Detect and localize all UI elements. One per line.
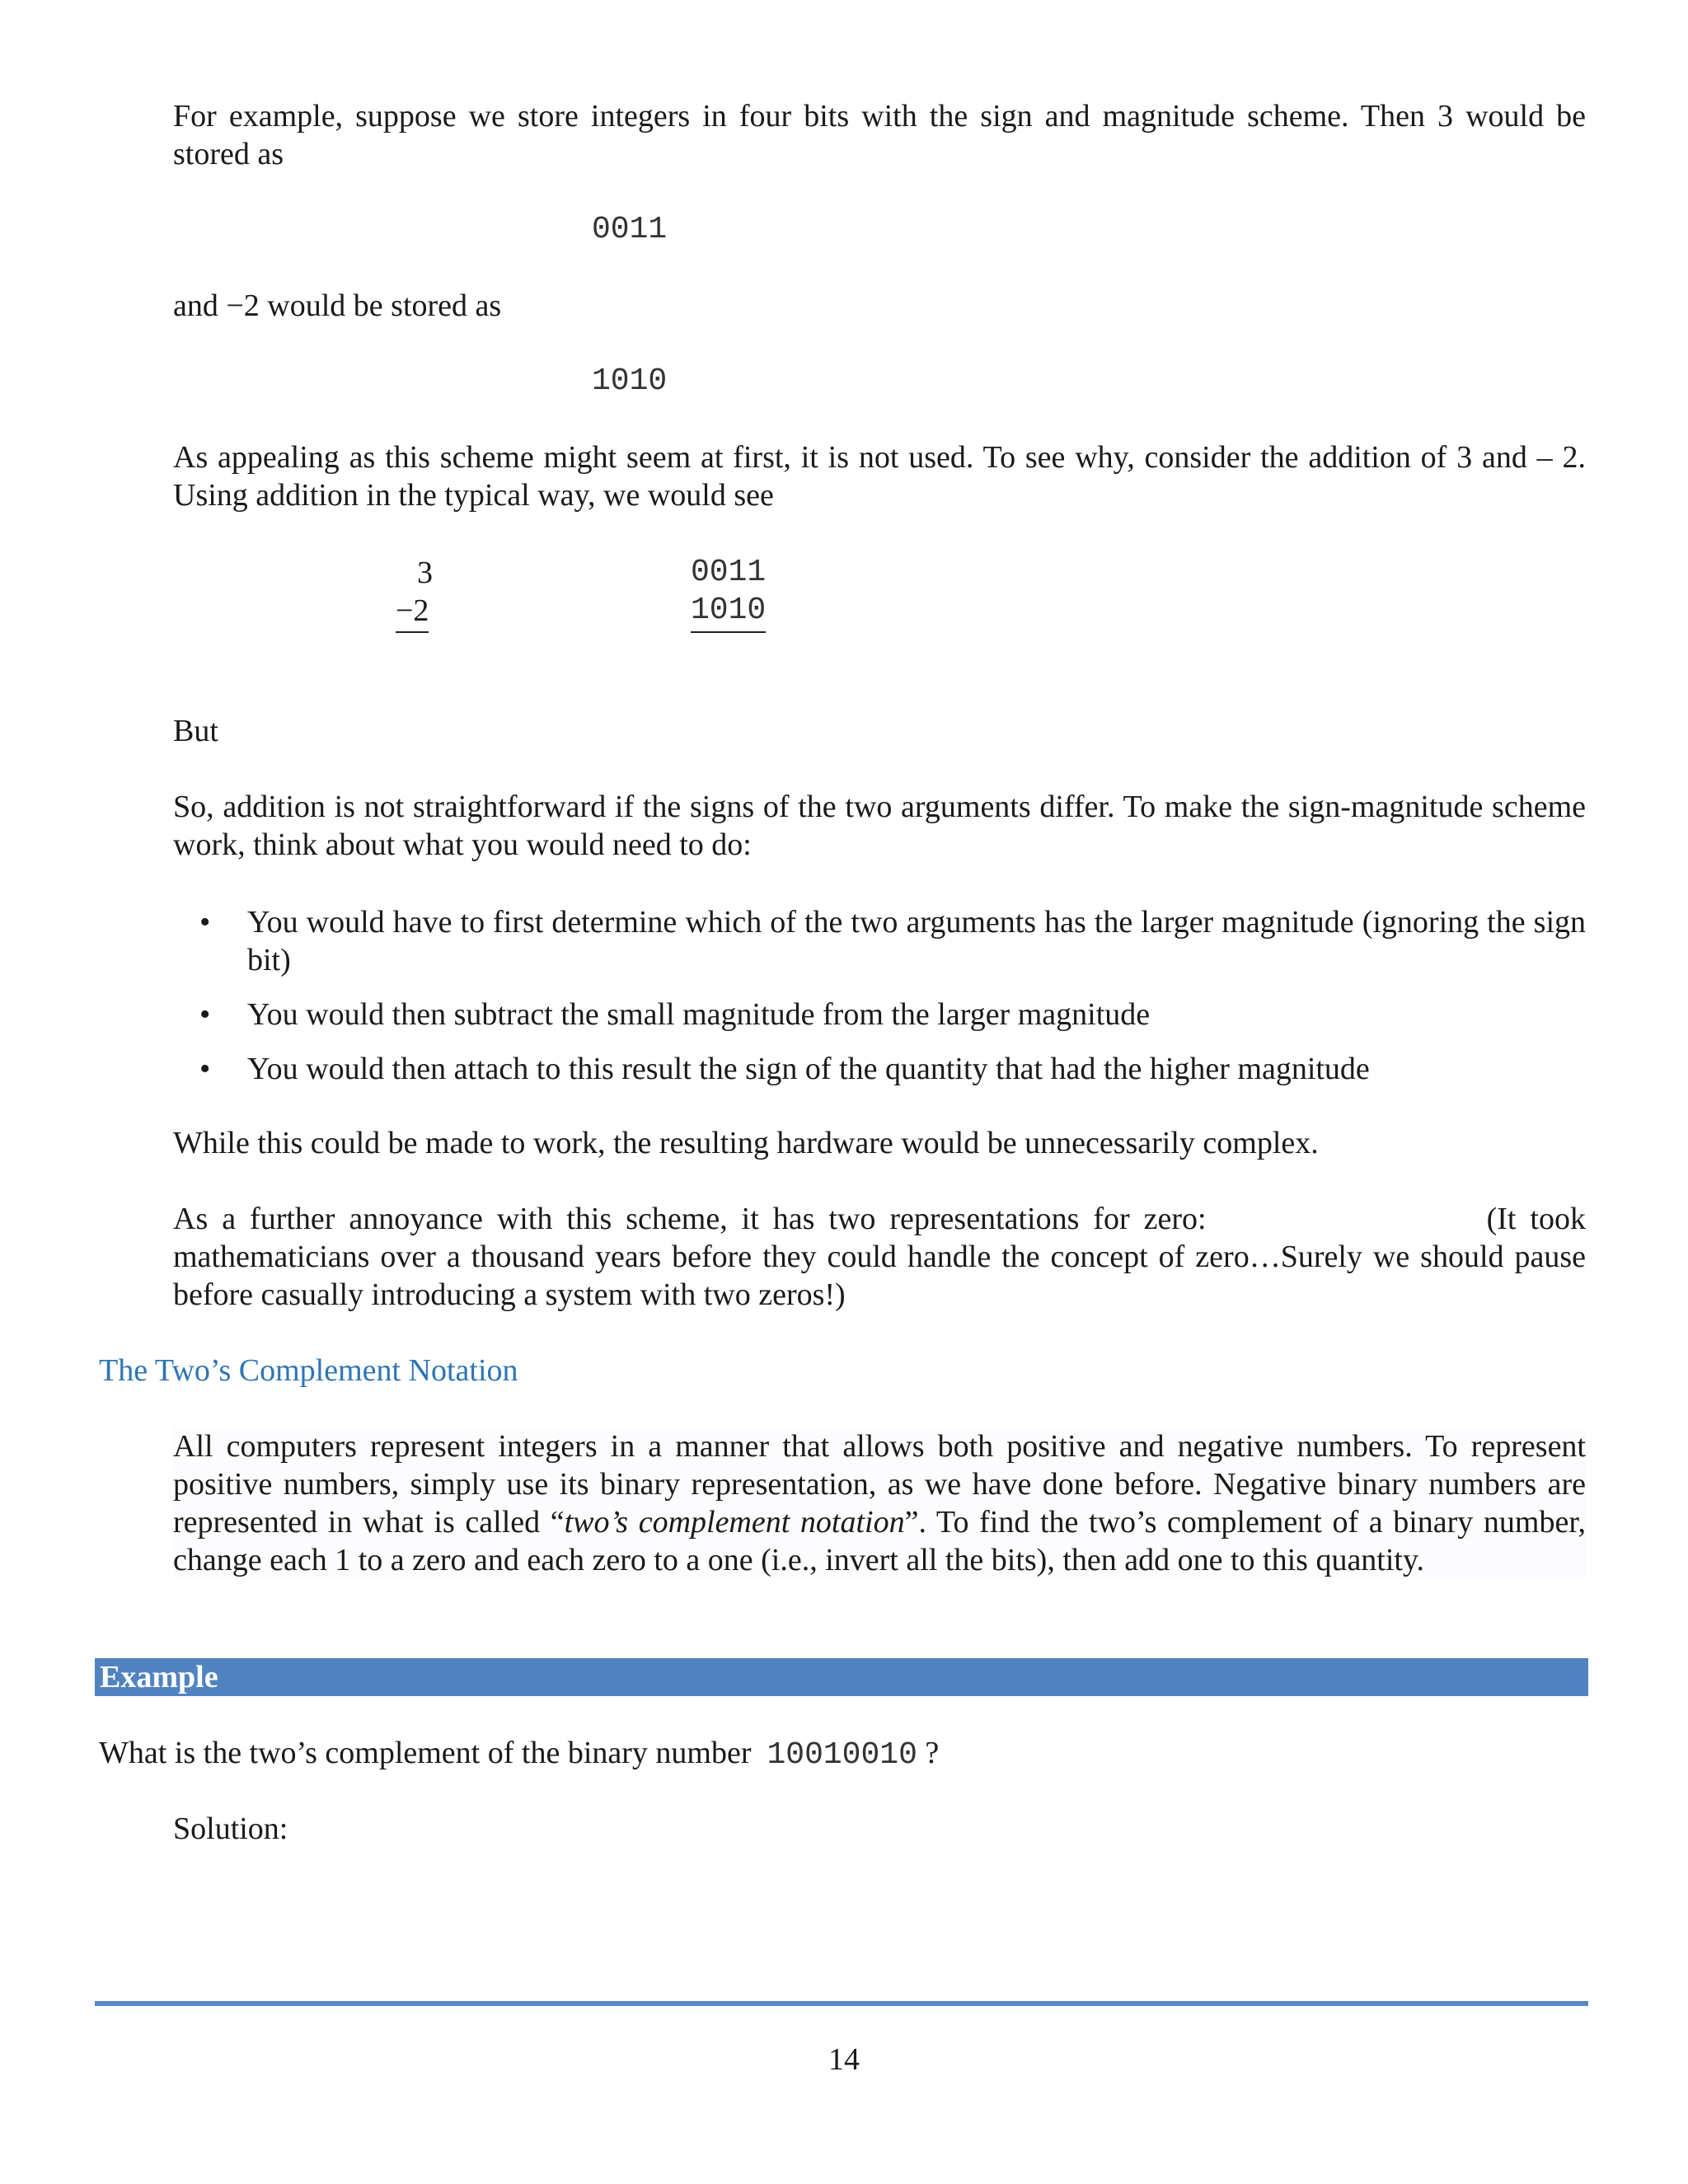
bullet-icon: • [199,997,211,1032]
addition-operand-b: −2 [396,592,429,633]
section-heading: The Two’s Complement Notation [99,1353,518,1388]
paragraph-twos-complement: All computers represent integers in a manner that allows both positive and negative numbers. To represent positive numbers, simply use its binary representation, as we have done before. Negative binary numbers are represented in what is called “two’s complement notation”. To find the two’s complement of a binary number, change each 1 to a zero and each zero to a one (i.e., invert all the bits), then add one to this quantity. [173,1429,1586,1577]
paragraph-so-addition: So, addition is not straightforward if the signs of the two arguments differ. To make the sign-magnitude scheme work, think about what you would need to do: [173,790,1586,862]
addition-operand-a: 3 [417,555,433,590]
example-question: What is the two’s complement of the binary number 10010010 ? [99,1736,940,1773]
list-item: • You would then attach to this result the sign of the quantity that had the higher magnitude [199,1052,1370,1086]
paragraph-intro: For example, suppose we store integers in four bits with the sign and magnitude scheme. Then 3 would be stored as [173,99,1586,171]
page-number: 14 [828,2042,860,2077]
paragraph-while: While this could be made to work, the resulting hardware would be unnecessarily complex. [173,1126,1319,1160]
question-code: 10010010 [767,1737,917,1773]
list-item: • You would then subtract the small magnitude from the larger magnitude [199,997,1151,1032]
code-three: 0011 [592,212,668,247]
example-header-bar: Example [95,1658,1588,1696]
paragraph-but: But [173,714,218,748]
list-item: • You would have to first determine which of the two arguments has the larger magnitude (ignoring the sign bit) [199,905,1586,977]
paragraph-annoyance: As a further annoyance with this scheme, it has two representations for zero: (It took mathematicians over a thousand years before they could handle the concept of zero…Surely we should pause before casually introducing a system with two zeros!) [173,1202,1586,1312]
footer-rule [95,2001,1588,2006]
bullet-icon: • [199,1052,211,1086]
addition-code-b: 1010 [691,592,766,633]
paragraph-neg2-intro: and −2 would be stored as [173,288,502,323]
paragraph-appealing: As appealing as this scheme might seem at first, it is not used. To see why, consider the addition of 3 and – 2. Using addition in the typical way, we would see [173,440,1586,513]
addition-code-a: 0011 [691,555,767,590]
solution-label: Solution: [173,1811,288,1846]
steps-list [173,903,1586,1104]
code-neg-two: 1010 [592,363,668,399]
bullet-icon: • [199,905,211,940]
